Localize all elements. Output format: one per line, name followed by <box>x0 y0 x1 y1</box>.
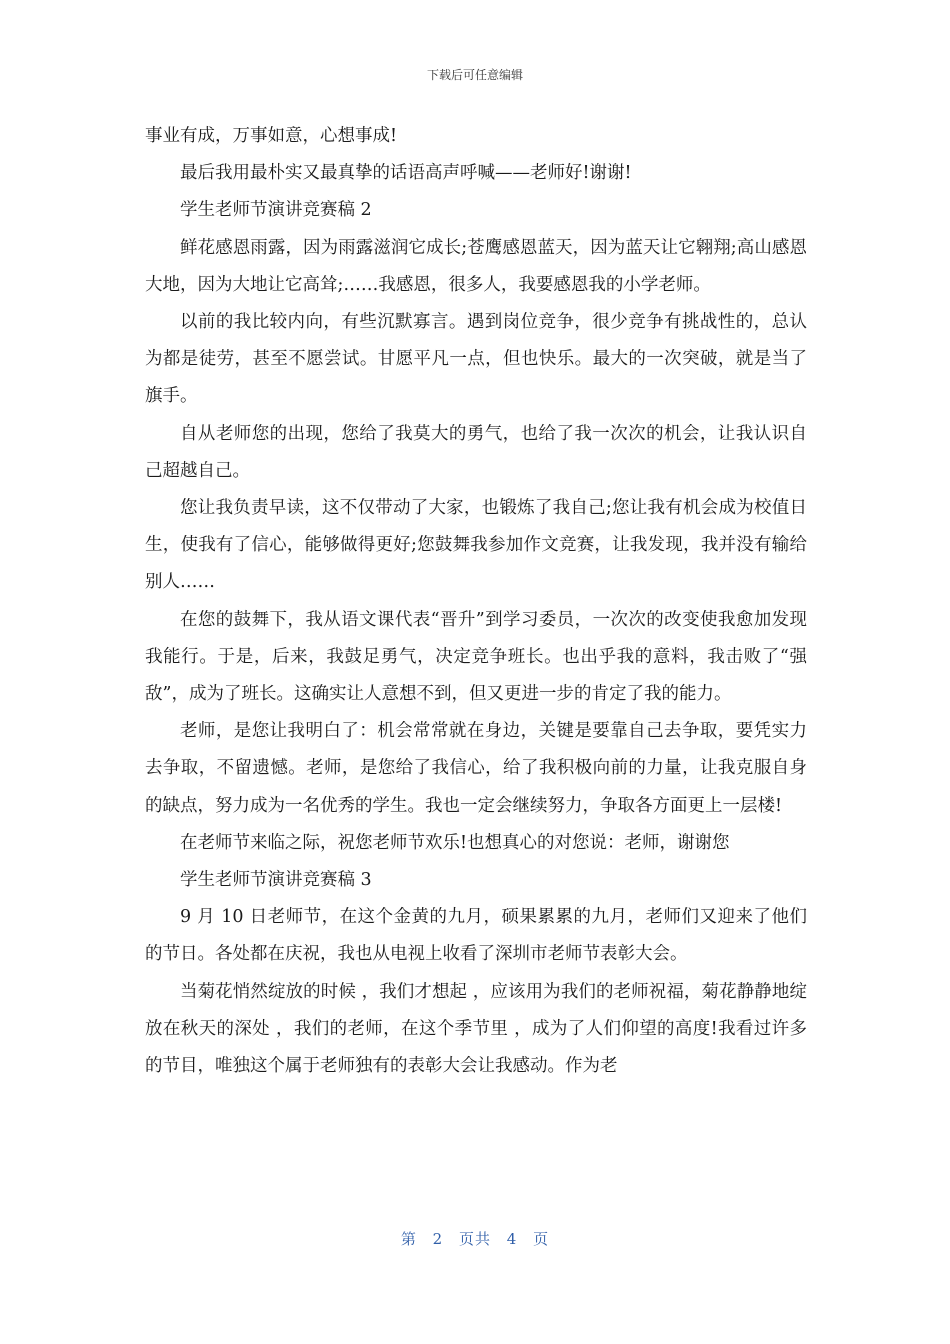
paragraph: 自从老师您的出现，您给了我莫大的勇气，也给了我一次次的机会，让我认识自己超越自己。 <box>145 423 807 481</box>
paragraph: 以前的我比较内向，有些沉默寡言。遇到岗位竞争，很少竞争有挑战性的，总认为都是徒劳，甚至不愿尝试。甘愿平凡一点，但也快乐。最大的一次突破，就是当了旗手。 <box>145 312 807 407</box>
paragraph: 在您的鼓舞下，我从语文课代表“晋升”到学习委员，一次次的改变使我愈加发现我能行。于是，后来，我鼓足勇气，决定竞争班长。也出乎我的意料，我击败了“强敌”，成为了班长。这确实让人意想不到，但又更进一步的肯定了我的能力。 <box>145 609 807 705</box>
paragraph: 鲜花感恩雨露，因为雨露滋润它成长;苍鹰感恩蓝天，因为蓝天让它翱翔;高山感恩大地，因为大地让它高耸;……我感恩，很多人，我要感恩我的小学老师。 <box>145 237 807 295</box>
paragraph: 9 月 10 日老师节，在这个金黄的九月，硕果累累的九月，老师们又迎来了他们的节日。各处都在庆祝，我也从电视上收看了深圳市老师节表彰大会。 <box>145 907 807 965</box>
paragraph: 最后我用最朴实又最真挚的话语高声呼喊——老师好!谢谢! <box>180 163 632 184</box>
paragraph: 老师，是您让我明白了：机会常常就在身边，关键是要靠自己去争取，要凭实力去争取，不留遗憾。老师，是您给了我信心，给了我积极向前的力量，让我克服自身的缺点，努力成为一名优秀的学生。我也一定会继续努力，争取各方面更上一层楼! <box>145 721 807 816</box>
paragraph: 在老师节来临之际，祝您老师节欢乐!也想真心的对您说：老师，谢谢您 <box>180 832 730 853</box>
page-header: 下载后可任意编辑 <box>426 68 523 82</box>
paragraph: 事业有成，万事如意，心想事成! <box>145 126 398 146</box>
document-body <box>145 118 807 1085</box>
page-footer: 第 2 页共 4 页 <box>400 1230 550 1248</box>
paragraph: 您让我负责早读，这不仅带动了大家，也锻炼了我自己;您让我有机会成为校值日生，使我有了信心，能够做得更好;您鼓舞我参加作文竞赛，让我发现，我并没有输给别人…… <box>145 498 807 593</box>
section-title: 学生老师节演讲竞赛稿 2 <box>180 200 372 221</box>
paragraph: 当菊花悄然绽放的时候 ，我们才想起 ，应该用为我们的老师祝福，菊花静静地绽放在秋天的深处 ，我们的老师，在这个季节里 ，成为了人们仰望的高度!我看过许多的节目，唯独这个属于老师独有的表彰大会让我感动。作为老 <box>145 981 807 1077</box>
section-title: 学生老师节演讲竞赛稿 3 <box>180 870 372 891</box>
